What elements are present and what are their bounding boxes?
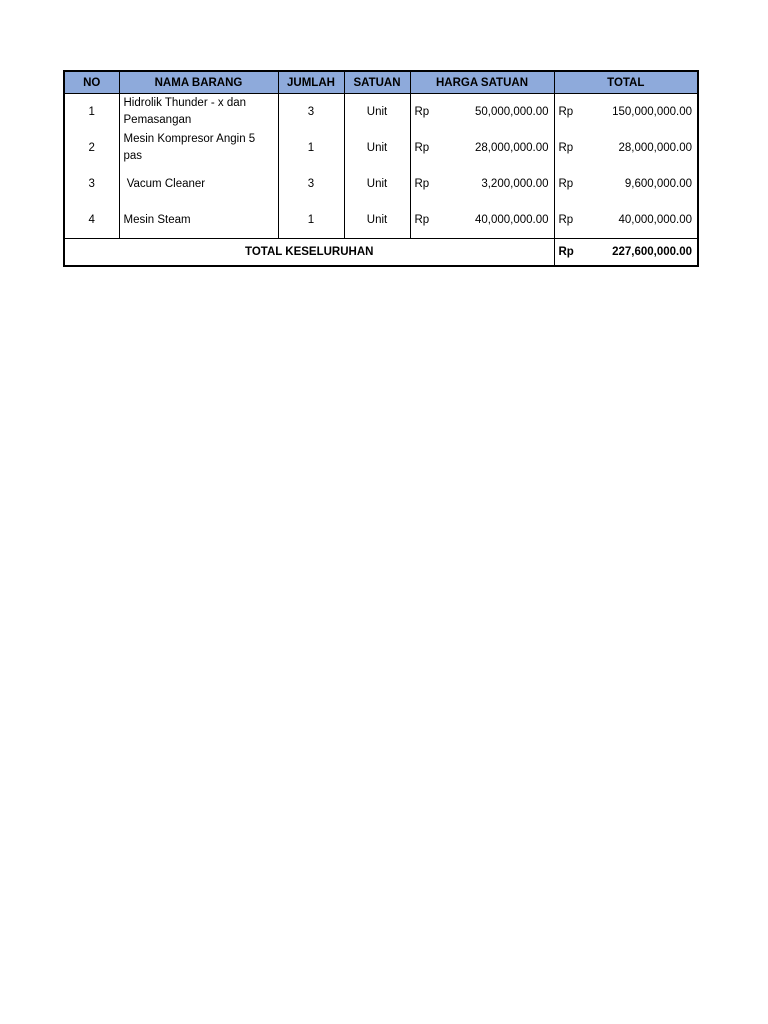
row-total-currency: Rp: [558, 178, 574, 190]
spreadsheet-page: [63, 70, 697, 267]
grand-total-value: 227,600,000.00: [588, 239, 698, 267]
row-jumlah: 1: [278, 130, 344, 166]
row-total: 40,000,000.00: [618, 214, 693, 226]
row-harga-satuan: 28,000,000.00: [444, 130, 554, 166]
grand-total-currency: Rp: [554, 239, 588, 267]
row-jumlah: 3: [278, 166, 344, 202]
row-total-currency: Rp: [558, 214, 574, 226]
row-total-currency: Rp: [558, 142, 574, 154]
grand-total-row: [64, 239, 698, 267]
table-row: [64, 130, 698, 166]
row-harga-currency: Rp: [414, 142, 430, 154]
header-nama-barang: NAMA BARANG: [119, 71, 278, 94]
row-no: 1: [64, 94, 119, 131]
header-no: NO: [64, 71, 119, 94]
row-total: 9,600,000.00: [624, 178, 693, 190]
row-nama-barang: Mesin Kompresor Angin 5 pas: [119, 130, 278, 166]
row-no: 4: [64, 202, 119, 239]
row-jumlah: 1: [278, 202, 344, 239]
table-header-row: [64, 71, 698, 94]
row-no: 3: [64, 166, 119, 202]
row-jumlah: 3: [278, 94, 344, 131]
row-total-currency: Rp: [558, 106, 574, 118]
header-satuan: SATUAN: [344, 71, 410, 94]
row-harga-satuan: 3,200,000.00: [444, 166, 554, 202]
row-total: 150,000,000.00: [612, 106, 693, 118]
price-table: [63, 70, 699, 267]
row-nama-barang: Mesin Steam: [119, 202, 278, 239]
header-jumlah: JUMLAH: [278, 71, 344, 94]
row-harga-satuan: 50,000,000.00: [444, 94, 554, 131]
header-total: TOTAL: [554, 71, 698, 94]
row-harga-satuan: 40,000,000.00: [444, 202, 554, 239]
row-satuan: Unit: [344, 202, 410, 239]
row-total: 28,000,000.00: [618, 142, 693, 154]
row-satuan: Unit: [344, 94, 410, 131]
row-harga-currency: Rp: [414, 178, 430, 190]
row-harga-currency: Rp: [414, 214, 430, 226]
row-satuan: Unit: [344, 130, 410, 166]
grand-total-label: TOTAL KESELURUHAN: [64, 239, 554, 267]
row-harga-currency: Rp: [414, 106, 430, 118]
row-satuan: Unit: [344, 166, 410, 202]
table-row: [64, 94, 698, 131]
header-harga-satuan: HARGA SATUAN: [410, 71, 554, 94]
table-row: [64, 166, 698, 202]
row-nama-barang: Hidrolik Thunder - x dan Pemasangan: [119, 94, 278, 131]
table-row: [64, 202, 698, 239]
row-nama-barang: Vacum Cleaner: [119, 166, 278, 202]
row-no: 2: [64, 130, 119, 166]
